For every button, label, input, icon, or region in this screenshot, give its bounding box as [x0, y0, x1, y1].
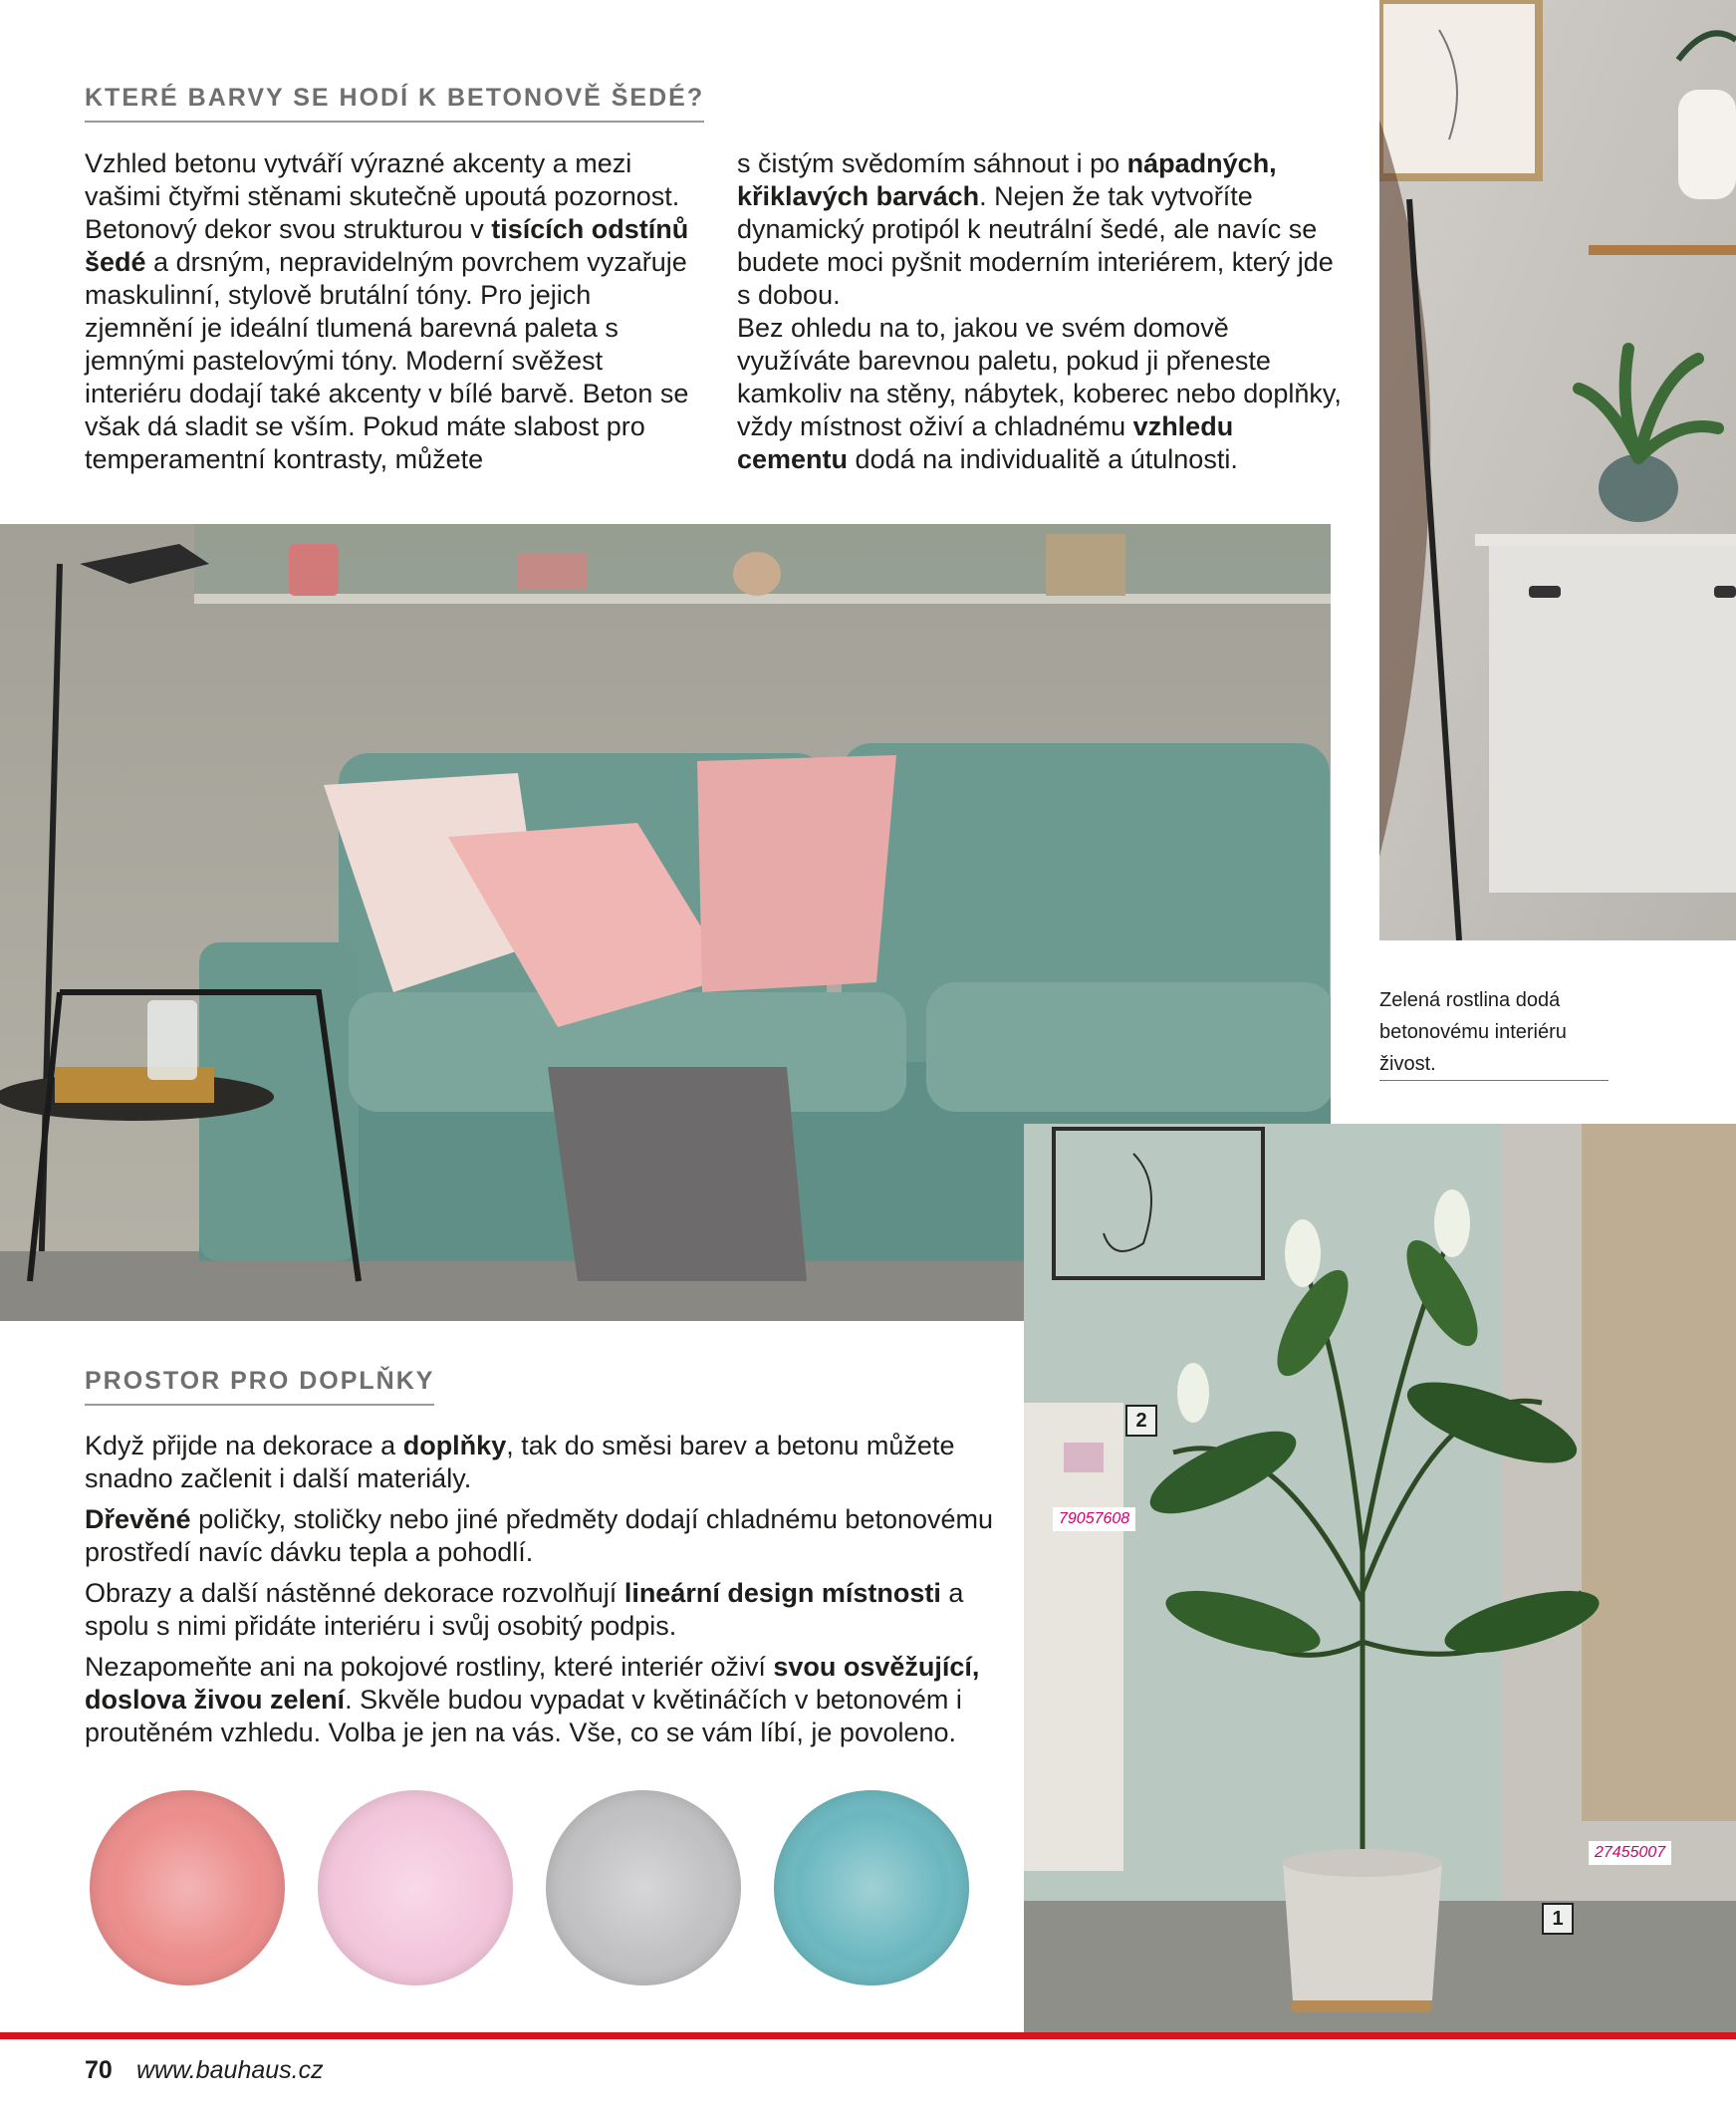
emphasis-text: doplňky [402, 1431, 507, 1460]
text-run: , tak do směsi barev a betonu můžete snadno začlenit i další materiály. [85, 1431, 955, 1493]
photo-peace-lily-plant [1024, 1124, 1736, 2032]
emphasis-text: tisících odstínů šedé [85, 214, 689, 277]
section2-para-1 [85, 1430, 1001, 1495]
text-run: poličky, stoličky nebo jiné předměty dodají chladnému betonovému prostředí navíc dávku tepla a pohodlí. [85, 1504, 994, 1567]
website-link[interactable]: www.bauhaus.cz [136, 2056, 324, 2084]
text-run: dodá na individualitě a útulnosti. [848, 444, 1238, 474]
section1-column-2-para-2 [737, 312, 1345, 476]
text-run: . Skvěle budou vypadat v květináčích v betonovém i proutěném vzhledu. Volba je jen na vás. Vše, co se vám líbí, je povoleno. [85, 1685, 962, 1747]
swatch-light-pink [318, 1790, 513, 1985]
footer-red-bar [0, 2032, 1736, 2039]
text-run: Nezapomeňte ani na pokojové rostliny, které interiér oživí [85, 1652, 774, 1682]
section2-para-2 [85, 1503, 1001, 1569]
emphasis-text: lineární design místnosti [623, 1578, 941, 1608]
product-number-2: 2 [1125, 1405, 1157, 1437]
text-run: a drsným, nepravidelným povrchem vyzařuje maskulinní, stylově brutální tóny. Pro jejich zjemnění je ideální tlumená barevná paleta s jemnými pastelovými tóny. Moderní svěžest interiéru dodají také akcenty v bílé barvě. Beton se však dá sladit se vším. Pokud máte slabost pro temperamentní kontrasty, můžete [85, 247, 689, 474]
swatch-grey [546, 1790, 741, 1985]
emphasis-text: nápadných, křiklavých barvách [737, 148, 1277, 211]
text-run: a spolu s nimi přidáte interiéru i svůj osobitý podpis. [85, 1578, 964, 1641]
swatch-pink-red [90, 1790, 285, 1985]
section2-para-3 [85, 1577, 1001, 1643]
product-code-1: 79057608 [1053, 1507, 1135, 1531]
product-code-2: 27455007 [1589, 1841, 1671, 1865]
emphasis-text: Dřevěné [85, 1504, 191, 1534]
section-heading-colors: KTERÉ BARVY SE HODÍ K BETONOVĚ ŠEDÉ? [85, 84, 704, 123]
page-number: 70 [85, 2056, 113, 2084]
emphasis-text: vzhledu cementu [737, 411, 1234, 474]
product-number-1: 1 [1542, 1903, 1574, 1935]
color-swatches [85, 1788, 981, 1987]
text-run: Když přijde na dekorace a [85, 1431, 403, 1460]
text-run: Obrazy a další nástěnné dekorace rozvolňují [85, 1578, 624, 1608]
text-run: s čistým svědomím sáhnout i po [737, 148, 1127, 178]
swatch-turquoise [774, 1790, 969, 1985]
text-run: Bez ohledu na to, jakou ve svém domově využíváte barevnou paletu, pokud ji přeneste kamkoliv na stěny, nábytek, koberec nebo doplňky, vždy místnost oživí a chladnému [737, 313, 1342, 441]
section1-column-2 [737, 147, 1345, 476]
section2-text [85, 1430, 1001, 1757]
text-run: Vzhled betonu vytváří výrazné akcenty a mezi vašimi čtyřmi stěnami skutečně upoutá pozornost. Betonový dekor svou strukturou v [85, 148, 680, 244]
section2-para-4 [85, 1651, 1001, 1749]
photo-concrete-wall-shelf [1379, 0, 1736, 940]
section-heading-accessories: PROSTOR PRO DOPLŇKY [85, 1367, 434, 1406]
caption-green-plant-text: Zelená rostlina dodá betonovému interiéru živost. [1379, 984, 1609, 1081]
section1-column-2-para-1 [737, 147, 1345, 312]
emphasis-text: svou osvěžující, doslova živou zelení [85, 1652, 980, 1715]
text-run: . Nejen že tak vytvoříte dynamický protipól k neutrální šedé, ale navíc se budete moci pyšnit moderním interiérem, který jde s dobou. [737, 181, 1334, 310]
section1-column-1 [85, 147, 692, 476]
caption-green-plant [1379, 984, 1609, 1081]
